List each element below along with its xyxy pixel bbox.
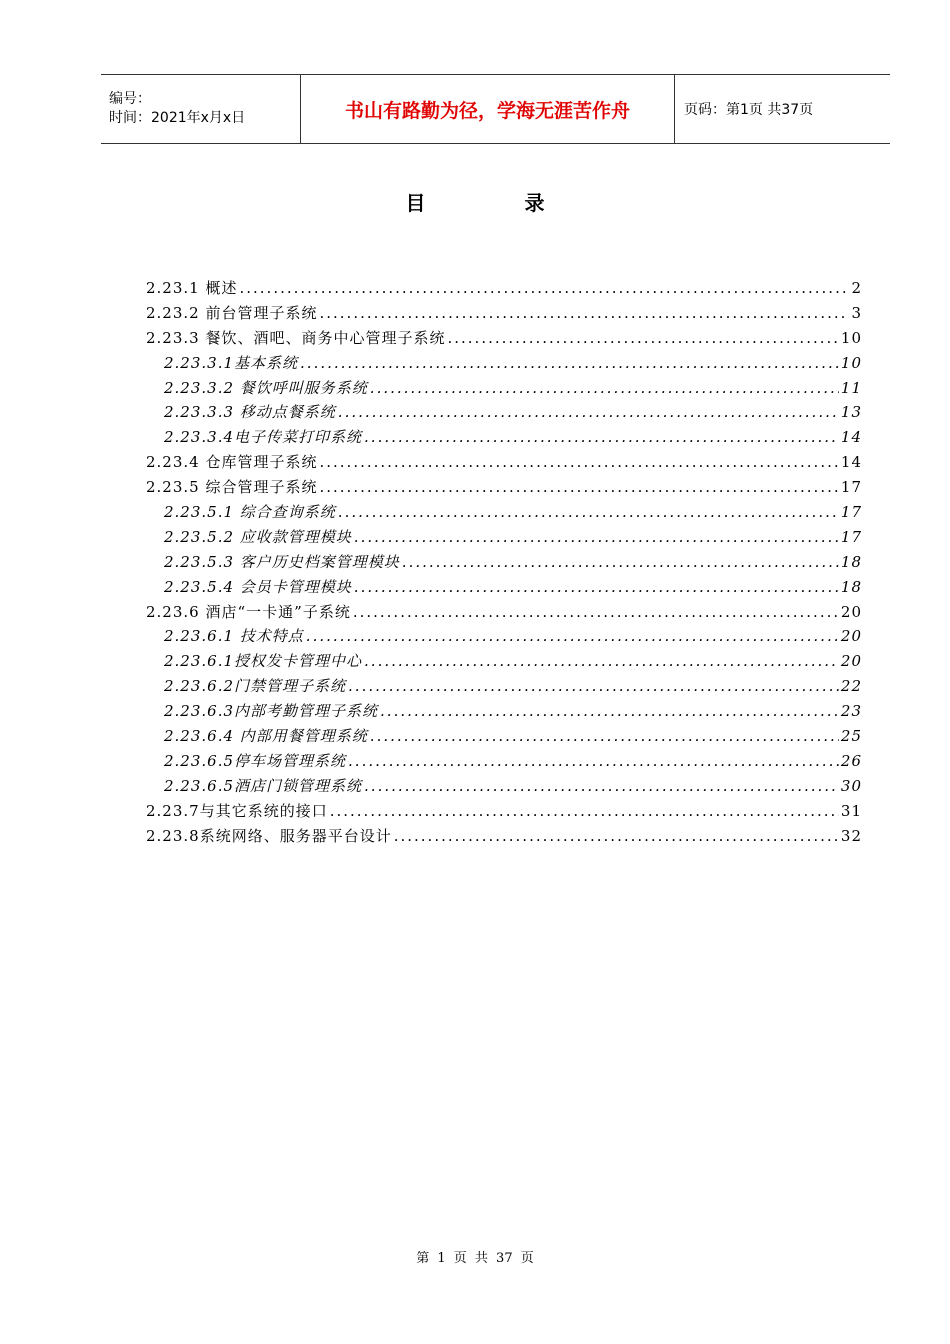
header-meta — [101, 75, 301, 143]
toc-entry-label: 2.23.3.1基本系统 — [164, 353, 299, 372]
toc-entry[interactable] — [146, 551, 862, 576]
page-header — [101, 74, 890, 144]
toc-entry-label: 2.23.5.3 客户历史档案管理模块 — [164, 552, 400, 571]
toc-leader-dots — [364, 652, 839, 670]
toc-entry-label: 2.23.7与其它系统的接口 — [146, 801, 328, 820]
toc-leader-dots — [380, 702, 839, 720]
toc-entry-label: 2.23.3 餐饮、酒吧、商务中心管理子系统 — [146, 328, 446, 347]
toc-entry-label: 2.23.6.3内部考勤管理子系统 — [164, 702, 379, 721]
header-page-cell — [675, 75, 890, 143]
toc-entry[interactable] — [146, 700, 862, 725]
toc-leader-dots — [338, 503, 839, 521]
toc-entry-page: 13 — [840, 403, 862, 422]
toc-leader-dots — [364, 428, 839, 446]
toc-entry-label: 2.23.3.3 移动点餐系统 — [164, 403, 336, 422]
toc-entry[interactable] — [146, 650, 862, 675]
toc-entry[interactable] — [146, 675, 862, 700]
toc-entry-page: 23 — [840, 702, 862, 721]
toc-entry-page: 25 — [840, 727, 862, 746]
toc-leader-dots — [370, 379, 839, 397]
toc-entry[interactable] — [146, 377, 862, 402]
toc-leader-dots — [348, 752, 839, 770]
toc-leader-dots — [239, 279, 849, 297]
toc-entry[interactable] — [146, 800, 862, 825]
toc-entry-label: 2.23.4 仓库管理子系统 — [146, 453, 318, 472]
toc-entry[interactable] — [146, 576, 862, 601]
toc-entry-page: 14 — [840, 428, 862, 447]
toc-entry-label: 2.23.6.2门禁管理子系统 — [164, 677, 347, 696]
toc-leader-dots — [402, 553, 839, 571]
toc-leader-dots — [319, 453, 838, 471]
page-footer: 第 1 页 共 37 页 — [416, 1251, 534, 1266]
toc-entry-label: 2.23.3.4电子传菜打印系统 — [164, 428, 363, 447]
toc-entry-label: 2.23.5.4 会员卡管理模块 — [164, 577, 352, 596]
toc-entry[interactable] — [146, 501, 862, 526]
doc-date-label: 时间：2021年x月x日 — [109, 110, 246, 126]
toc-entry[interactable] — [146, 426, 862, 451]
toc-entry-page: 30 — [840, 776, 862, 795]
toc-entry[interactable] — [146, 725, 862, 750]
toc-leader-dots — [353, 603, 839, 621]
toc-entry-label: 2.23.1 概述 — [146, 279, 238, 297]
toc-entry-label: 2.23.6.4 内部用餐管理系统 — [164, 727, 368, 746]
toc-entry-page: 18 — [840, 552, 862, 571]
toc-entry-page: 31 — [840, 801, 862, 820]
toc-entry-page: 26 — [840, 751, 862, 770]
toc-entry[interactable] — [146, 750, 862, 775]
toc-entry-label: 2.23.5.1 综合查询系统 — [164, 503, 336, 522]
toc-entry-page: 10 — [840, 328, 862, 347]
toc-entry-page: 22 — [840, 677, 862, 696]
toc-leader-dots — [354, 528, 839, 546]
toc-entry-page: 18 — [840, 577, 862, 596]
toc-leader-dots — [370, 727, 839, 745]
doc-number-label: 编号： — [109, 91, 151, 107]
toc-entry-page: 20 — [840, 627, 862, 646]
header-motto-cell — [301, 75, 675, 143]
toc-entry[interactable] — [146, 625, 862, 650]
toc-entry-label: 2.23.6.1授权发卡管理中心 — [164, 652, 363, 671]
header-motto: 书山有路勤为径，学海无涯苦作舟 — [344, 99, 630, 122]
table-of-contents — [146, 277, 862, 849]
toc-entry-label: 2.23.5.2 应收款管理模块 — [164, 527, 352, 546]
toc-entry-page: 10 — [840, 353, 862, 372]
toc-leader-dots — [338, 403, 839, 421]
toc-entry[interactable] — [146, 327, 862, 352]
toc-entry[interactable] — [146, 451, 862, 476]
toc-leader-dots — [348, 677, 839, 695]
toc-entry-page: 2 — [851, 279, 862, 297]
toc-entry-label: 2.23.2 前台管理子系统 — [146, 303, 318, 322]
toc-entry-label: 2.23.5 综合管理子系统 — [146, 478, 318, 497]
toc-entry-label: 2.23.3.2 餐饮呼叫服务系统 — [164, 378, 368, 397]
toc-entry[interactable] — [146, 302, 862, 327]
toc-entry-label: 2.23.6.1 技术特点 — [164, 627, 304, 646]
toc-entry-page: 14 — [840, 453, 862, 472]
toc-entry-page: 32 — [840, 826, 862, 845]
toc-entry[interactable] — [146, 352, 862, 377]
toc-title: 目 录 — [405, 191, 591, 215]
toc-entry-label: 2.23.6.5停车场管理系统 — [164, 751, 347, 770]
toc-entry-label: 2.23.8系统网络、服务器平台设计 — [146, 826, 392, 845]
toc-entry-label: 2.23.6 酒店“一卡通”子系统 — [146, 602, 351, 621]
toc-leader-dots — [364, 777, 839, 795]
toc-entry-page: 20 — [840, 652, 862, 671]
toc-leader-dots — [330, 802, 839, 820]
toc-entry[interactable] — [146, 277, 862, 302]
toc-leader-dots — [447, 329, 838, 347]
toc-leader-dots — [300, 354, 839, 372]
toc-leader-dots — [306, 627, 839, 645]
toc-leader-dots — [394, 827, 839, 845]
toc-entry-page: 17 — [840, 478, 862, 497]
toc-leader-dots — [319, 478, 838, 496]
toc-entry-page: 17 — [840, 503, 862, 522]
toc-leader-dots — [354, 578, 839, 596]
toc-entry-page: 20 — [840, 602, 862, 621]
toc-entry[interactable] — [146, 601, 862, 626]
toc-entry-page: 17 — [840, 527, 862, 546]
toc-entry[interactable] — [146, 526, 862, 551]
toc-entry-page: 11 — [840, 378, 862, 397]
toc-entry[interactable] — [146, 401, 862, 426]
toc-entry[interactable] — [146, 775, 862, 800]
toc-entry[interactable] — [146, 476, 862, 501]
toc-entry-label: 2.23.6.5酒店门锁管理系统 — [164, 776, 363, 795]
toc-entry[interactable] — [146, 825, 862, 850]
toc-leader-dots — [319, 304, 849, 322]
header-page-label: 页码：第1页 共37页 — [684, 102, 814, 118]
toc-entry-page: 3 — [851, 303, 862, 322]
